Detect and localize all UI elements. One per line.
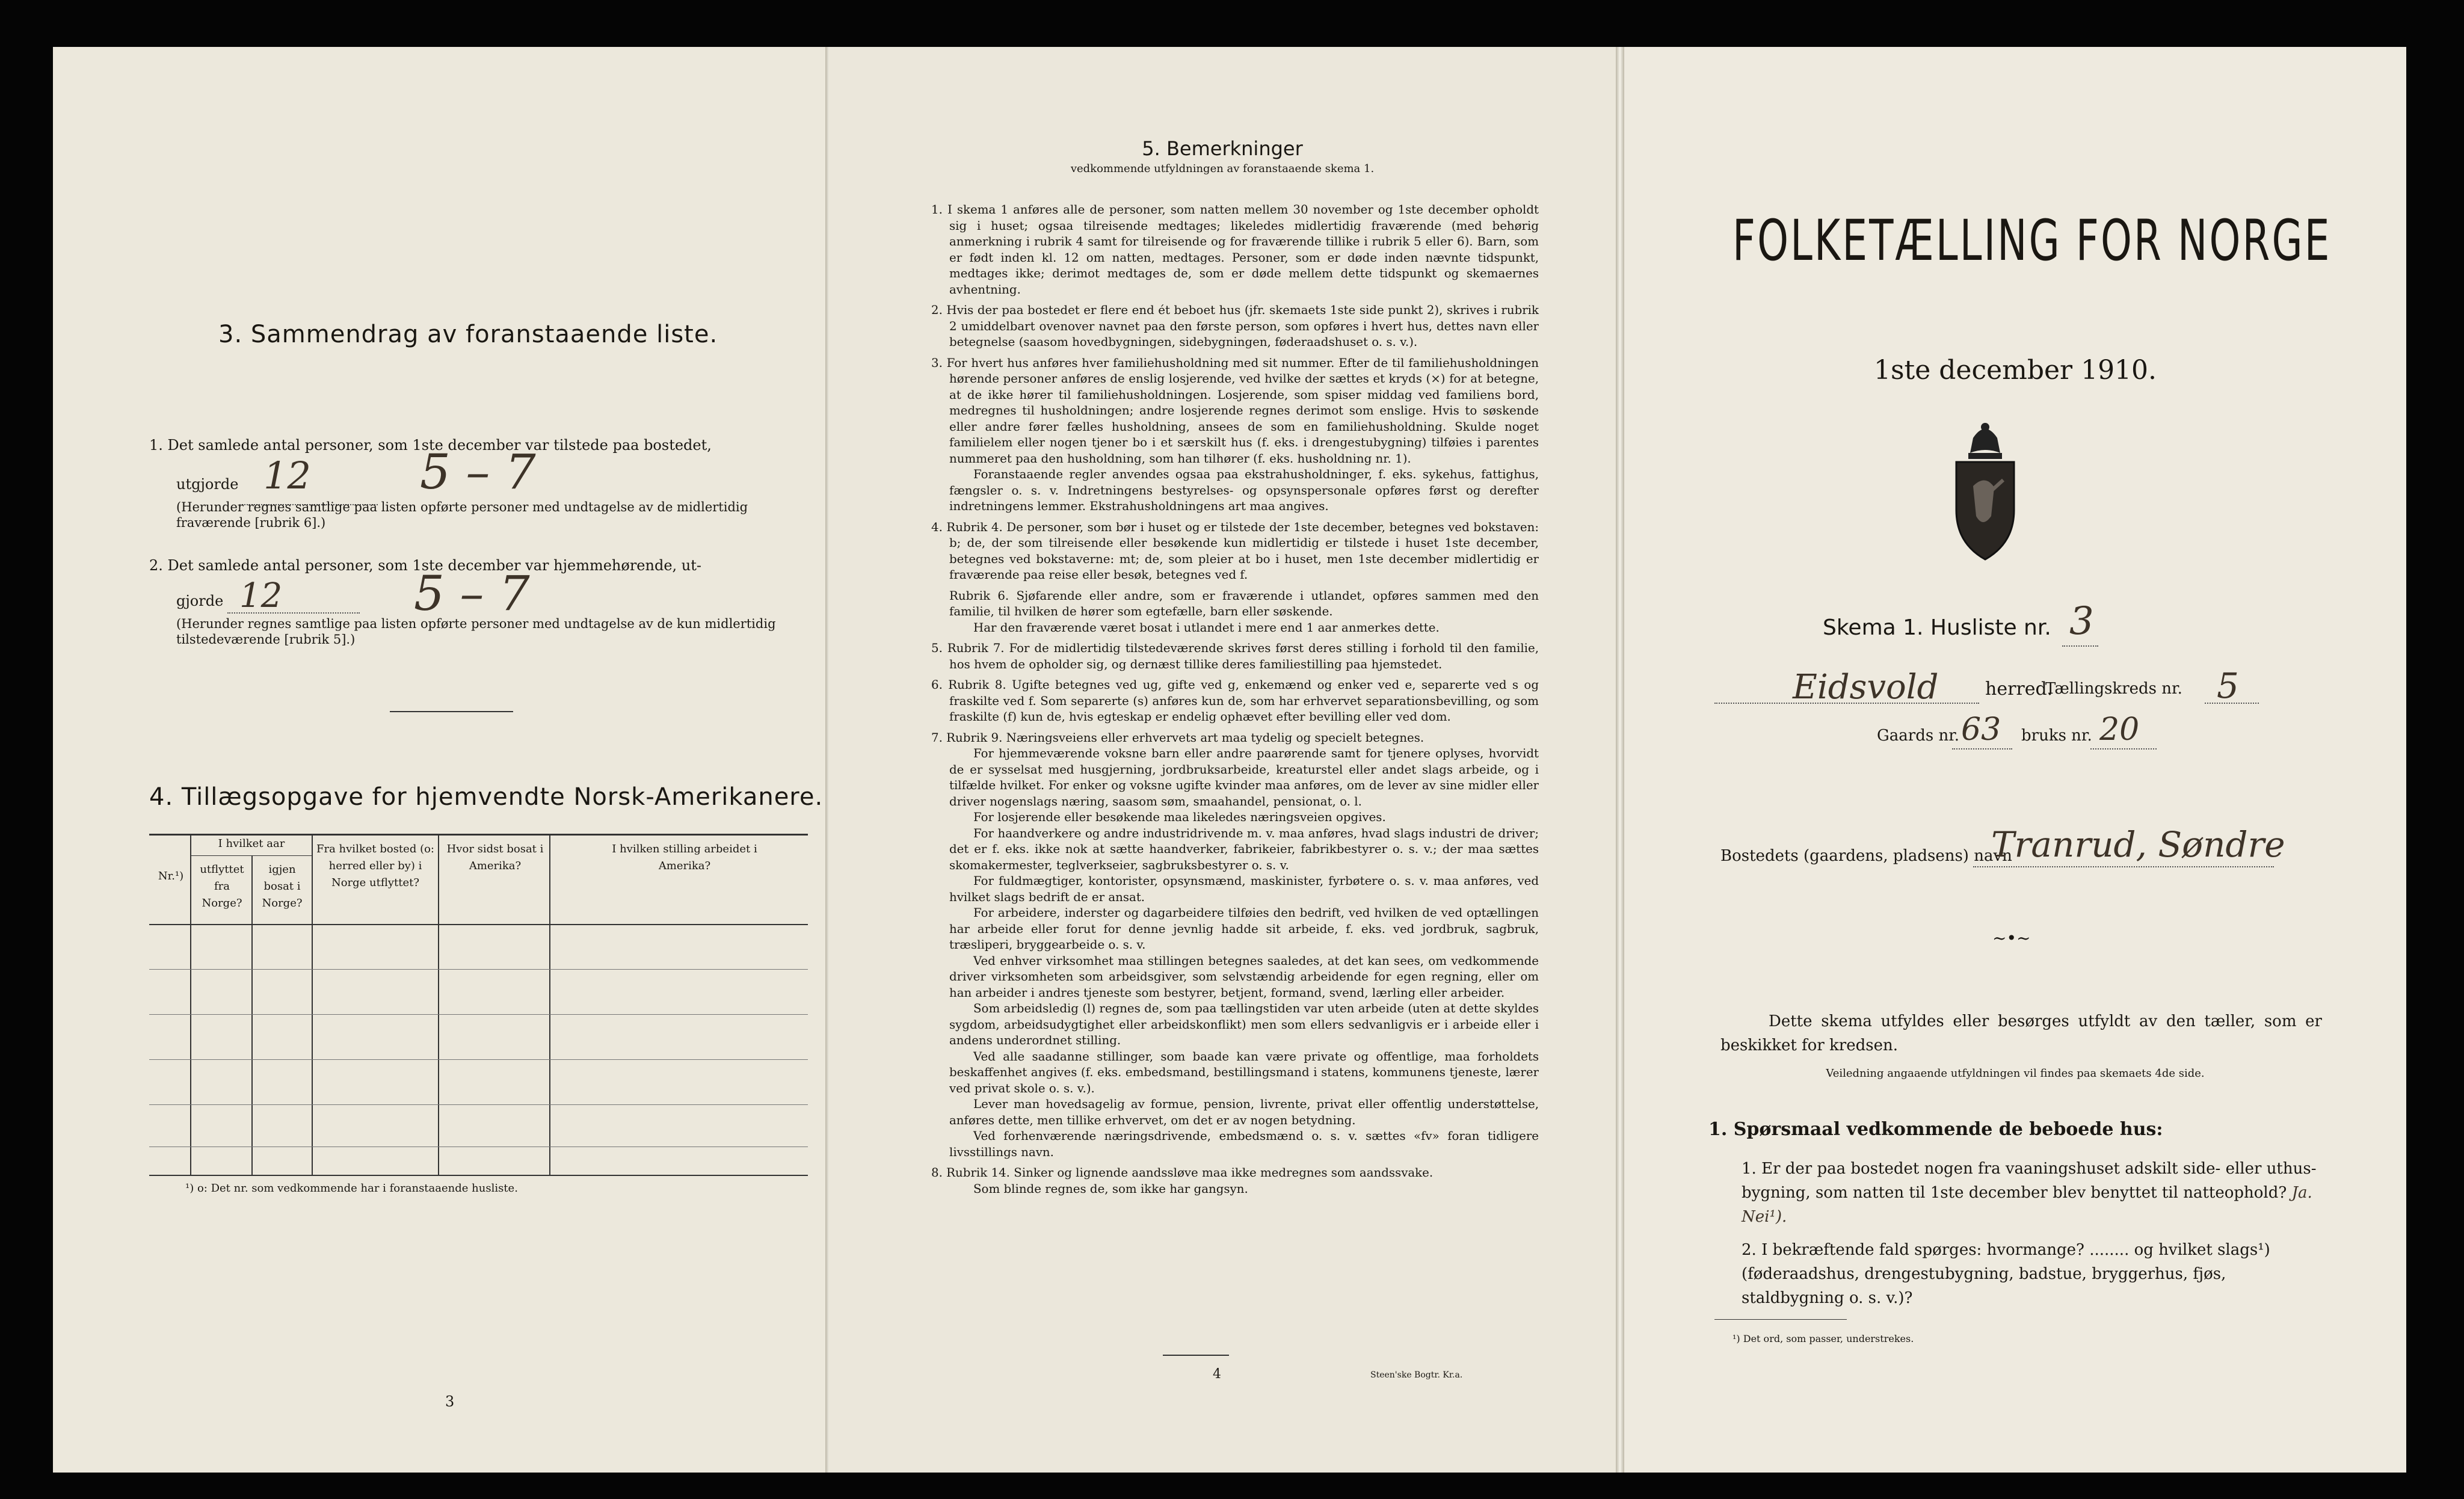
remark-paragraph: 3. For hvert hus anføres hver familiehusholdning med sit nummer. Efter de til familiehusholdningen hørende personer anføres de enslig losjerende, ved hvilke der sættes et kryds (×) for at betegne, at de ikke hører til familiehusholdningen. Losjerende, som spiser middag ved familiens bord, medregnes til husholdningen; andre losjerende regnes derimot som enslige. Hvis to søskende eller andre fører fælles husholdning, ansees de som en familiehusholdning. Skulde noget familielem eller nogen tjener bo i et særskilt hus (f. eks. i drengestubygning) tilføies i parentes nummeret paa den husholdning, som han tilhører (f. eks. husholdning nr. 1). [931,356,1539,466]
census-date: 1ste december 1910. [1873,355,2157,386]
end-divider [1163,1355,1229,1356]
remark-paragraph: Lever man hovedsagelig av formue, pension, livrente, privat eller offentlig understøttelse, anføres dette, men tillike erhvervet, om det er av nogen betydning. [949,1097,1539,1127]
item1-utgjorde-label: utgjorde [176,476,239,493]
remark-paragraph: Ved alle saadanne stillinger, som baade kan være private og offentlige, maa forholdets beskaffenhet angives (f. eks. embedsmand, bestillingsmand i statens, kommunens tjeneste, lærer ved privat skole o. s. v.). [949,1049,1539,1095]
remark-paragraph: For hjemmeværende voksne barn eller andre paarørende samt for tjenere oplyses, hvorvidt de er sysselsat med husgjerning, jordbruksarbeide, kreaturstel eller andet slags arbeide, og i tilfælde hvilket. For enker og voksne ugifte kvinder maa anføres, om de lever av sine midler eller driver nogenslags næring, saasom søm, smaahandel, pensionat, o. l. [949,746,1539,808]
kreds-value: 5 [2217,665,2239,706]
remark-paragraph: 5. Rubrik 7. For de midlertidig tilstedeværende skrives først deres stilling i forhold til den familie, hos hvem de opholder sig, og dernæst tillike deres familiestilling paa hjemstedet. [931,641,1539,671]
husliste-nr: 3 [2069,599,2094,644]
item1-note: (Herunder regnes samtlige paa listen opførte personer med undtagelse av de midlertidig fraværende [rubrik 6].) [176,500,748,531]
item2-text: 2. Det samlede antal personer, som 1ste december var hjemmehørende, ut- [149,557,701,574]
item1-text: 1. Det samlede antal personer, som 1ste december var tilstede paa bostedet, [149,437,712,454]
norsk-amerikanere-table [149,834,808,1177]
section-divider [390,711,513,712]
col-sidst-bosat: Hvor sidst bosat i Amerika? [446,843,544,872]
census-title: FOLKETÆLLING FOR NORGE [1732,208,2332,274]
remark-paragraph: For haandverkere og andre industridrivende m. v. maa anføres, hvad slags industri de driver; det er f. eks. ikke nok at sætte haandverker, fabrikeier, fabrikbestyrer o. s. v.; der maa sættes skomakermester, teglverkseier, sagbruksbestyrer o. s. v. [949,826,1539,872]
col-igjen-bosat: igjen bosat i Norge? [262,863,303,910]
skema-label: Skema 1. Husliste nr. [1823,615,2051,640]
page-number-3: 3 [445,1393,455,1410]
bruks-value: 20 [2099,712,2140,748]
right-footnote: ¹) Det ord, som passer, understrekes. [1732,1333,1914,1344]
bruks-dotted [2090,748,2157,750]
remark-paragraph: Som blinde regnes de, som ikke har gangsyn. [973,1181,1248,1196]
herred-value: Eidsvold [1793,668,1939,707]
col-bosted: Fra hvilket bosted (o: herred eller by) i Norge utflyttet? [316,843,434,889]
bosted-label: Bostedets (gaardens, pladsens) navn [1720,847,2012,865]
page-fold-right [1616,47,1624,1473]
question-1-text: 1. Er der paa bostedet nogen fra vaaningshuset adskilt side- eller uthus-bygning, som natten til 1ste december blev benyttet til natteophold? [1742,1160,2317,1202]
section4-title: 4. Tillægsopgave for hjemvendte Norsk-Amerikanere. [149,783,824,811]
remarks-subtitle: vedkommende utfyldningen av foranstaaende skema 1. [1070,162,1375,175]
kreds-dotted [2205,703,2259,704]
footnote-rule [1714,1319,1847,1320]
remark-paragraph: Har den fraværende været bosat i utlandet i mere end 1 aar anmerkes dette. [973,620,1440,635]
page-right [1624,47,2406,1473]
page-middle [829,47,1616,1473]
remarks-title: 5. Bemerkninger [1142,137,1303,160]
intro-text: Dette skema utfyldes eller besørges utfyldt av den tæller, som er beskikket for kredsen. [1720,1012,2322,1054]
remark-paragraph: 8. Rubrik 14. Sinker og lignende aandssløve maa ikke medregnes som aandssvake. [931,1166,1434,1180]
item2-dotted-line [227,612,360,614]
remarks-body [931,202,1539,1197]
remark-paragraph: Ved enhver virksomhet maa stillingen betegnes saaledes, at det kan sees, om vedkommende driver virksomheten som arbeidsgiver, som selvstændig arbeidende for egen regning, eller om han arbeider i andres tjeneste som bestyrer, betjent, formand, svend, lærling eller arbeider. [949,953,1539,1000]
table-footnote: ¹) o: Det nr. som vedkommende har i foranstaaende husliste. [185,1182,518,1195]
remark-paragraph: For losjerende eller besøkende maa likeledes næringsveien opgives. [973,810,1386,824]
section3-title: 3. Sammendrag av foranstaaende liste. [218,321,718,348]
bruks-label: bruks nr. [2021,727,2092,745]
remark-paragraph: Ved forhenværende næringsdrivende, embedsmænd o. s. v. sættes «fv» foran tidligere livsstillings navn. [949,1129,1539,1159]
remark-paragraph: 2. Hvis der paa bostedet er flere end ét beboet hus (jfr. skemaets 1ste side punkt 2), skrives i rubrik 2 umiddelbart ovenover navnet paa den første person, som opføres i hvert hus, dettes navn eller betegnelse (saasom hovedbygningen, sidebygningen, føderaadshuset o. s. v.). [931,303,1539,349]
question-1-answer: Ja. Nei¹). [1742,1184,2312,1226]
page-number-4: 4 [1213,1367,1221,1382]
page-left [53,47,829,1473]
item2-gjorde-label: gjorde [176,593,224,609]
bosted-dotted [1973,866,2274,867]
ornament-divider-icon: ~•~ [1992,928,2031,948]
question-1 [1742,1157,2319,1229]
col-nr: Nr.¹) [158,870,184,882]
col-utflyttet: utflyttet fra Norge? [200,863,244,910]
question-heading: 1. Spørsmaal vedkommende de beboede hus: [1708,1119,2163,1140]
husliste-dotted [2062,645,2098,647]
col-group-i-hvilket-aar: I hvilket aar [218,837,285,850]
remark-paragraph: 7. Rubrik 9. Næringsveiens eller erhvervets art maa tydelig og specielt betegnes. [931,730,1424,745]
gaards-label: Gaards nr. [1877,727,1960,745]
item1-value: 12 [263,454,311,497]
remark-paragraph: Foranstaaende regler anvendes ogsaa paa ekstrahusholdninger, f. eks. sykehus, fattighus, fængsler o. s. v. Indretningens bestyrelses- og opsynspersonale opføres først og derefter indretningens lemmer. Ekstrahusholdningens art maa angives. [949,467,1539,513]
printer-imprint: Steen'ske Bogtr. Kr.a. [1370,1370,1463,1380]
col-stilling: I hvilken stilling arbeidet i Amerika? [612,843,757,872]
item1-correction: 5 – 7 [420,444,536,500]
bosted-value: Tranrud, Søndre [1991,824,2285,865]
item2-correction: 5 – 7 [414,565,530,621]
kreds-label: Tællingskreds nr. [2045,680,2182,698]
remark-paragraph: Rubrik 6. Sjøfarende eller andre, som er fraværende i utlandet, opføres sammen med den familie, til hvilken de hører som egtefælle, barn eller søskende. [949,588,1539,618]
remark-paragraph: 4. Rubrik 4. De personer, som bør i huset og er tilstede der 1ste december, betegnes ved bokstaven: b; de, der som tilreisende eller besøkende kun midlertidig er tilstede i huset 1ste december, betegnes ved bokstaverne: mt; de, som pleier at bo i huset, men 1ste december midlertidig er fraværende paa reise eller besøk, betegnes ved f. [931,520,1539,582]
item2-value: 12 [239,576,283,615]
remark-paragraph: For arbeidere, inderster og dagarbeidere tilføies den bedrift, ved hvilken de ved optællingen har arbeide eller forut for denne jevnlig hadde sit arbeide, f. eks. ved jordbruk, sagbruk, træsliperi, bryggearbeide o. s. v. [949,906,1539,952]
item2-note: (Herunder regnes samtlige paa listen opførte personer med undtagelse av de kun midlertidig tilstedeværende [rubrik 5].) [176,617,776,647]
coat-of-arms-icon [1943,420,2027,564]
remark-paragraph: 1. I skema 1 anføres alle de personer, som natten mellem 30 november og 1ste december opholdt sig i huset; ogsaa tilreisende medtages; likeledes midlertidig fraværende (med behørig anmerkning i rubrik 4 samt for tilreisende og for fraværende tillike i rubrik 5 eller 6). Barn, som er født inden kl. 12 om natten, medtages. Personer, som er døde inden nævnte tidspunkt, medtages ikke; derimot medtages de, som er døde mellem dette tidspunkt og skemaernes avhentning. [931,203,1539,297]
remark-paragraph: 6. Rubrik 8. Ugifte betegnes ved ug, gifte ved g, enkemænd og enker ved e, separerte ved s og fraskilte ved f. Som separerte (s) anføres kun de, som har erhvervet separationsbevilling, og som fraskilte (f) kun de, hvis egteskap er endelig ophævet efter bevilling eller ved dom. [931,678,1539,724]
herred-label: herred. [1985,679,2053,700]
remark-paragraph: Som arbeidsledig (l) regnes de, som paa tællingstiden var uten arbeide (uten at dette skyldes sygdom, arbeidsudygtighet eller arbeidskonflikt) men som ellers sedvanligvis er i arbeide eller i andens underordnet stilling. [949,1002,1539,1047]
gaards-dotted [1952,748,2012,750]
question-2: 2. I bekræftende fald spørges: hvormange? ........ og hvilket slags¹) (føderaadshus, drengestubygning, badstue, bryggerhus, fjøs, staldbygning o. s. v.)? [1742,1241,2270,1307]
gaards-value: 63 [1961,712,2001,748]
remark-paragraph: For fuldmægtiger, kontorister, opsynsmænd, maskinister, fyrbøtere o. s. v. maa anføres, ved hvilket slags bedrift de er ansat. [949,874,1539,904]
intro-note: Veiledning angaaende utfyldningen vil findes paa skemaets 4de side. [1826,1067,2205,1080]
